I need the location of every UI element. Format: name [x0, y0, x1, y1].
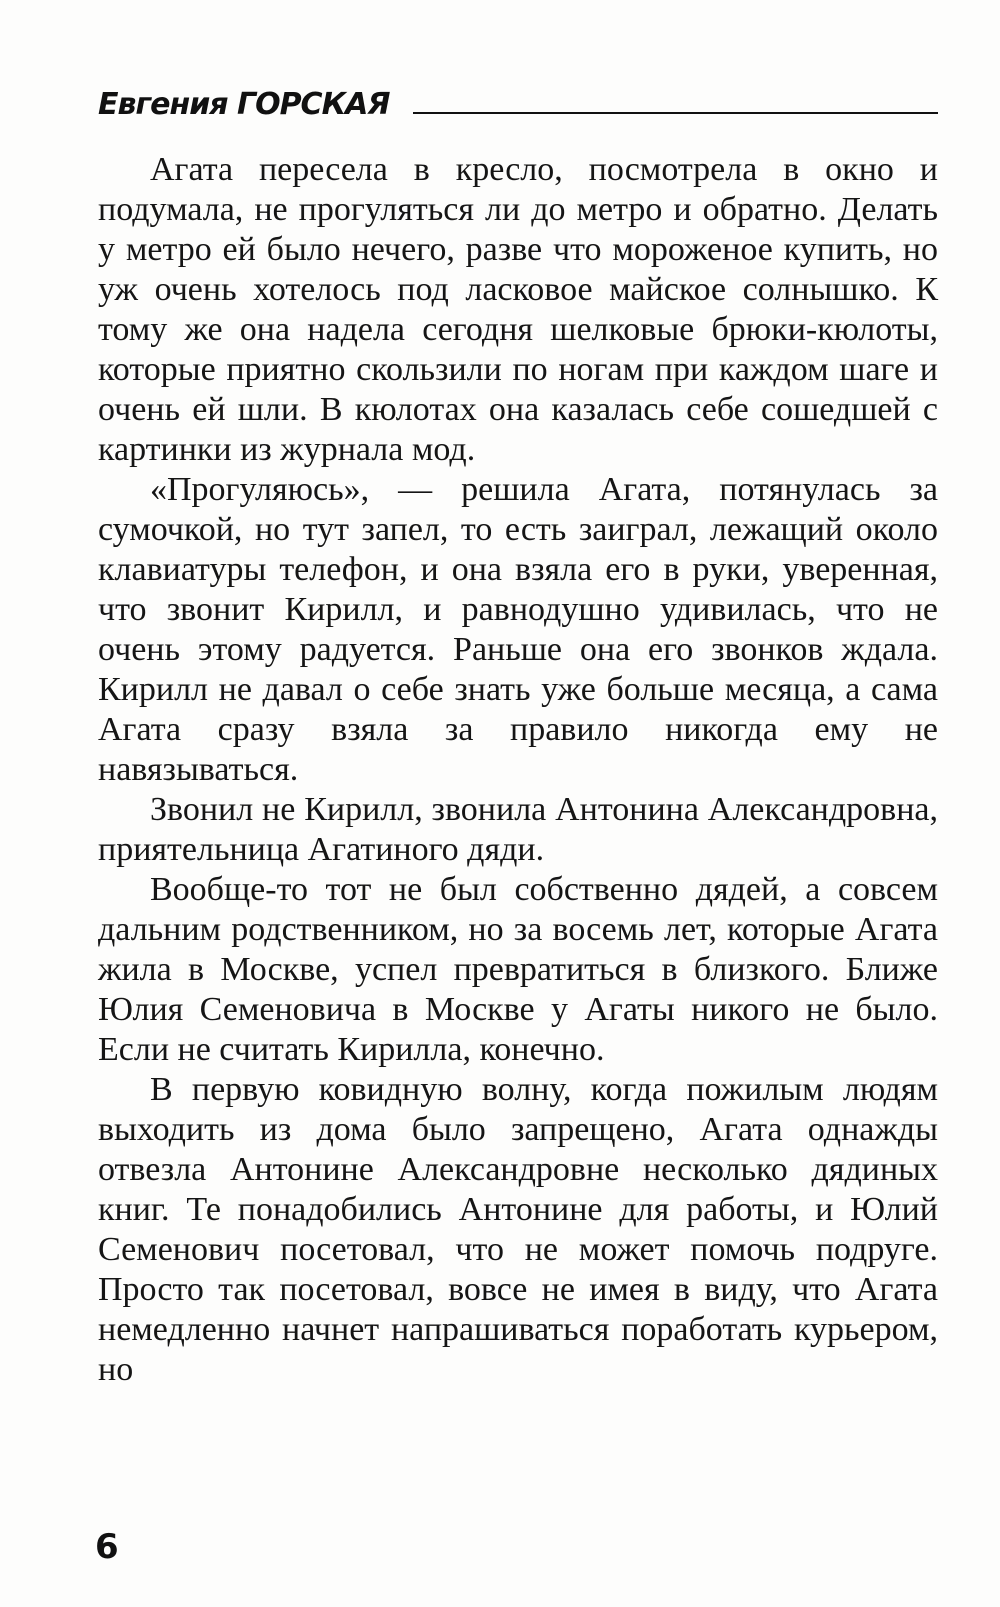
- paragraph: Агата пересела в кресло, посмотрела в окно и подумала, не прогуляться ли до метро и обратно. Делать у метро ей было нечего, разве что мороженое купить, но уж очень хотелось под ласковое майское солнышко. К тому же она надела сегодня шелковые брюки-кюлоты, которые приятно скользили по ногам при каждом шаге и очень ей шли. В кюлотах она казалась себе сошедшей с картинки из журнала мод.: [98, 151, 938, 468]
- paragraph: В первую ковидную волну, когда пожилым людям выходить из дома было запрещено, Агата однажды отвезла Антонине Александровне несколько дядиных книг. Те понадобились Антонине для работы, и Юлий Семенович посетовал, что не может помочь подруге. Просто так посетовал, вовсе не имея в виду, что Агата немедленно начнет напрашиваться поработать курьером, но: [98, 1071, 938, 1388]
- paragraph: Звонил не Кирилл, звонила Антонина Александровна, приятельница Агатиного дяди.: [98, 791, 938, 868]
- paragraph: Вообще-то тот не был собственно дядей, а совсем дальним родственником, но за восемь лет, которые Агата жила в Москве, успел превратиться в близкого. Ближе Юлия Семеновича в Москве у Агаты никого не было. Если не считать Кирилла, конечно.: [98, 871, 938, 1068]
- header-rule: [413, 112, 938, 114]
- paragraph: «Прогуляюсь», — решила Агата, потянулась за сумочкой, но тут запел, то есть заиграл, лежащий около клавиатуры телефон, и она взяла его в руки, уверенная, что звонит Кирилл, и равнодушно удивилась, что не очень этому радуется. Раньше она его звонков ждала. Кирилл не давал о себе знать уже больше месяца, а сама Агата сразу взяла за правило никогда ему не навязываться.: [98, 471, 938, 788]
- author-name: Евгения ГОРСКАЯ: [98, 87, 390, 122]
- running-head: [98, 80, 938, 120]
- page-number: 6: [95, 1527, 119, 1567]
- body-text: [98, 150, 938, 1390]
